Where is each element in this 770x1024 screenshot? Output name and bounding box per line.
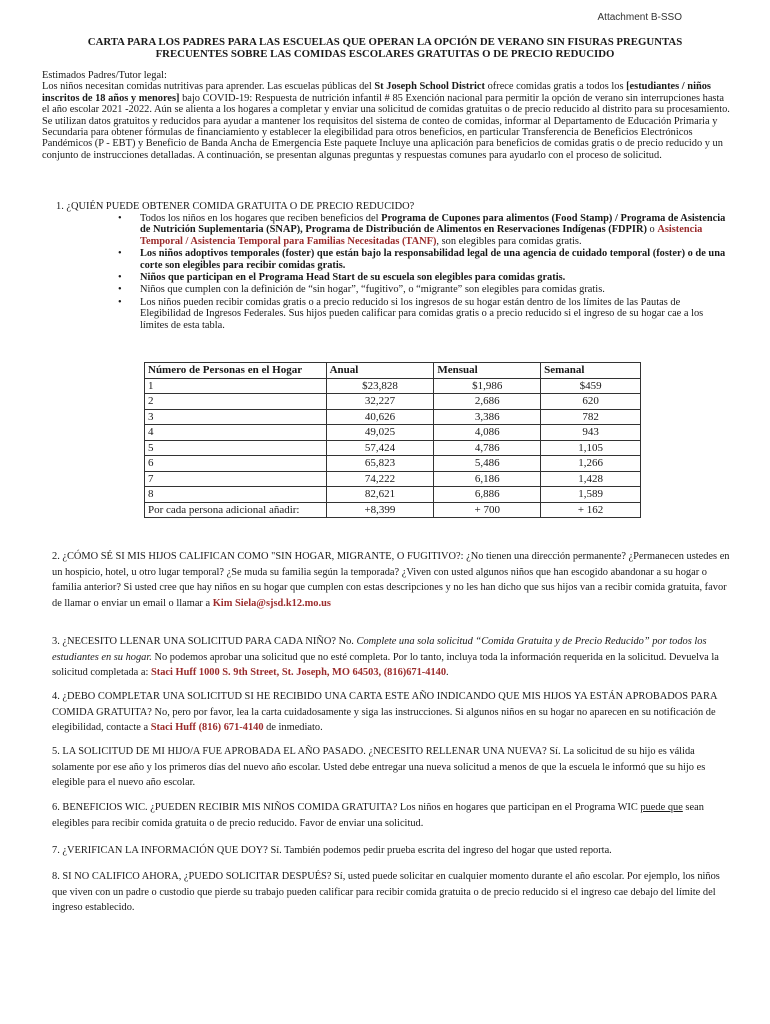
table-cell: 8 — [145, 487, 327, 503]
question-7: 7. ¿VERIFICAN LA INFORMACIÓN QUE DOY? Sí. También podemos pedir prueba escrita del ingreso del hogar que usted reporta. — [52, 845, 612, 856]
table-cell: 1,105 — [541, 440, 641, 456]
list-item: • Todos los niños en los hogares que reciben beneficios del Programa de Cupones para alimentos (Food Stamp) / Programa de Asistencia de Nutrición Suplementaria (SNAP), Programa de Distribución de Alimentos en Reservaciones Indígenas (FDPIR) o Asistencia Temporal / Asistencia Temporal para Familias Necesitadas (TANF), son elegibles para comidas gratis. — [118, 213, 726, 247]
table-row — [145, 409, 641, 425]
intro-section — [42, 70, 732, 161]
table-row — [145, 456, 641, 472]
question-1-bullets — [118, 213, 730, 332]
question-8: 8. SI NO CALIFICO AHORA, ¿PUEDO SOLICITAR DESPUÉS? Sí, usted puede solicitar en cualquier momento durante el año escolar. Por ejemplo, los niños que viven con un padre o custodio que pierde su trabajo pueden calificar para recibir comida gratuita o de precio reducido si el ingreso cae debajo del límite del ingreso establecido. — [52, 871, 720, 913]
table-cell: 57,424 — [326, 440, 434, 456]
table-cell: 7 — [145, 471, 327, 487]
table-cell: 4,786 — [434, 440, 541, 456]
contact-phone: Staci Huff (816) 671-4140 — [150, 722, 264, 733]
table-cell: 82,621 — [326, 487, 434, 503]
table-cell: 6,886 — [434, 487, 541, 503]
district-name: St Joseph School District — [374, 81, 485, 93]
question-6: 6. BENEFICIOS WIC. ¿PUEDEN RECIBIR MIS NIÑOS COMIDA GRATUITA? Los niños en hogares que participan en el Programa WIC puede que sean elegibles para recibir comida gratuita o de precio reducido. Favor de enviar una solicitud. — [52, 802, 704, 829]
question-3: 3. ¿NECESITO LLENAR UNA SOLICITUD PARA CADA NIÑO? No. Complete una sola solicitud “Comida Gratuita y de Precio Reducido” por todos los estudiantes en su hogar. No podemos aprobar una solicitud que no esté completa. Por lo tanto, incluya toda la información requerida en la solicitud. Devuelva la solicitud completada a: Staci Huff 1000 S. 9th Street, St. Joseph, MO 64503, (816)671-4140. — [52, 636, 719, 678]
header-weekly: Semanal — [541, 363, 641, 379]
table-row — [145, 425, 641, 441]
attachment-label: Attachment B-SSO — [597, 12, 682, 23]
table-row — [145, 502, 641, 518]
table-cell: $23,828 — [326, 378, 434, 394]
table-cell: 5,486 — [434, 456, 541, 472]
table-cell: +8,399 — [326, 502, 434, 518]
list-item: • Niños que cumplen con la definición de “sin hogar”, “fugitivo”, o “migrante” son elegibles para comidas gratis. — [118, 284, 605, 296]
salutation: Estimados Padres/Tutor legal: — [42, 70, 167, 81]
table-cell: 65,823 — [326, 456, 434, 472]
table-cell: 5 — [145, 440, 327, 456]
table-cell: 74,222 — [326, 471, 434, 487]
table-row — [145, 487, 641, 503]
table-header-row — [145, 363, 641, 379]
table-row — [145, 471, 641, 487]
table-cell: 1,428 — [541, 471, 641, 487]
header-annual: Anual — [326, 363, 434, 379]
table-cell: 2 — [145, 394, 327, 410]
table-row — [145, 440, 641, 456]
list-item: • Niños que participan en el Programa Head Start de su escuela son elegibles para comidas gratis. — [118, 272, 566, 284]
table-cell: $459 — [541, 378, 641, 394]
table-cell: 782 — [541, 409, 641, 425]
question-2: 2. ¿CÓMO SÉ SI MIS HIJOS CALIFICAN COMO "SIN HOGAR, MIGRANTE, O FUGITIVO?: ¿No tienen una dirección permanente? ¿Permanecen ustedes en un hospicio, hotel, u otro lugar temporal? ¿Se muda su familia según la temporada? ¿Viven con usted algunos niños que han escogido abandonar a su hogar o familia anterior? Si usted cree que hay niños en su hogar que cumplen con estas descripciones y no les han dicho que sus hijos van a recibir comida gratuita, favor de llamar o enviar un email o llamar a Kim Siela@sjsd.k12.mo.us — [52, 551, 730, 609]
table-cell: Por cada persona adicional añadir: — [145, 502, 327, 518]
table-cell: 2,686 — [434, 394, 541, 410]
income-eligibility-table — [144, 362, 641, 518]
list-item: • Los niños adoptivos temporales (foster) que están bajo la responsabilidad legal de una agencia de cuidado temporal (foster) o de una corte son elegibles para recibir comidas gratis. — [118, 248, 726, 271]
contact-email-link[interactable]: Kim Siela@sjsd.k12.mo.us — [212, 597, 331, 609]
table-cell: + 700 — [434, 502, 541, 518]
question-4: 4. ¿DEBO COMPLETAR UNA SOLICITUD SI HE RECIBIDO UNA CARTA ESTE AÑO INDICANDO QUE MIS HIJOS YA ESTÁN APROBADOS PARA COMIDA GRATUITA? No, pero por favor, lea la carta cuidadosamente y siga las instrucciones. Si algunos niños en su hogar no aparecen en su notificación de elegibilidad, contacte a Staci Huff (816) 671-4140 de inmediato. — [52, 691, 717, 733]
table-cell: 6,186 — [434, 471, 541, 487]
table-cell: 6 — [145, 456, 327, 472]
question-5: 5. LA SOLICITUD DE MI HIJO/A FUE APROBADA EL AÑO PASADO. ¿NECESITO RELLENAR UNA NUEVA? Sí. La solicitud de su hijo es válida solamente por ese año y los primeros días del nuevo año escolar. Usted debe entregar una nueva solicitud a menos de que la escuela le informó que su hijo es elegible para el nuevo año escolar. — [52, 746, 706, 788]
table-cell: 1,589 — [541, 487, 641, 503]
table-row — [145, 394, 641, 410]
list-item: • Los niños pueden recibir comidas gratis o a precio reducido si los ingresos de su hogar están dentro de los límites de las Pautas de Elegibilidad de Ingresos Federales. Sus hijos pueden calificar para comidas gratis o a precio reducido si el ingreso de su hogar cae a los límites de esta tabla. — [118, 296, 704, 331]
header-monthly: Mensual — [434, 363, 541, 379]
table-row — [145, 378, 641, 394]
table-cell: 40,626 — [326, 409, 434, 425]
table-cell: 1 — [145, 378, 327, 394]
table-cell: + 162 — [541, 502, 641, 518]
table-cell: $1,986 — [434, 378, 541, 394]
table-cell: 3,386 — [434, 409, 541, 425]
table-cell: 943 — [541, 425, 641, 441]
tanf-link: Asistencia Temporal / Asistencia Temporal para Familias Necesitadas (TANF) — [140, 224, 703, 247]
table-cell: 3 — [145, 409, 327, 425]
table-cell: 620 — [541, 394, 641, 410]
intro-paragraph: Los niños necesitan comidas nutritivas para aprender. Las escuelas públicas del St Joseph School District ofrece comidas gratis a todos los [estudiantes / niños inscritos de 18 años y menores] bajo COVID-19: Respuesta de nutrición infantil # 85 Exención nacional para permitir la opción de verano sin interrupciones hasta el año escolar 2021 -2022. Aún se alienta a los hogares a completar y enviar una solicitud de comidas gratuitas o de precio reducido al distrito para su procesamiento. Se utilizan datos gratuitos y reducidos para ayudar a mantener los requisitos del sistema de conteo de comidas, informar al Departamento de Educación Primaria y Secundaria para obtener fórmulas de financiamiento y establecer la elegibilidad para otros beneficios, en particular Transferencia de Beneficios Electrónicos Pandémicos (P - EBT) y Beneficio de Banda Ancha de Emergencia Este paquete Incluye una aplicación para beneficios de comidas gratis o de precio reducido y un conjunto de instrucciones detalladas. A continuación, se presentan algunas preguntas y respuestas comunes para ayudarlo con el proceso de solicitud. — [42, 81, 730, 161]
table-cell: 49,025 — [326, 425, 434, 441]
title-line-1: CARTA PARA LOS PADRES PARA LAS ESCUELAS QUE OPERAN LA OPCIÓN DE VERANO SIN FISURAS PREGUNTAS — [87, 36, 683, 48]
table-cell: 32,227 — [326, 394, 434, 410]
contact-address: Staci Huff 1000 S. 9th Street, St. Joseph, MO 64503, (816)671-4140 — [150, 667, 447, 678]
title-line-2: FRECUENTES SOBRE LAS COMIDAS ESCOLARES GRATUITAS O DE PRECIO REDUCIDO — [155, 48, 615, 60]
table-cell: 1,266 — [541, 456, 641, 472]
eligible-students: [estudiantes / niños inscritos de 18 años y menores] — [42, 81, 711, 104]
document-title — [40, 36, 730, 60]
question-1-heading: 1. ¿QUIÉN PUEDE OBTENER COMIDA GRATUITA O DE PRECIO REDUCIDO? — [56, 201, 415, 212]
header-household-size: Número de Personas en el Hogar — [145, 363, 327, 379]
table-cell: 4 — [145, 425, 327, 441]
table-cell: 4,086 — [434, 425, 541, 441]
